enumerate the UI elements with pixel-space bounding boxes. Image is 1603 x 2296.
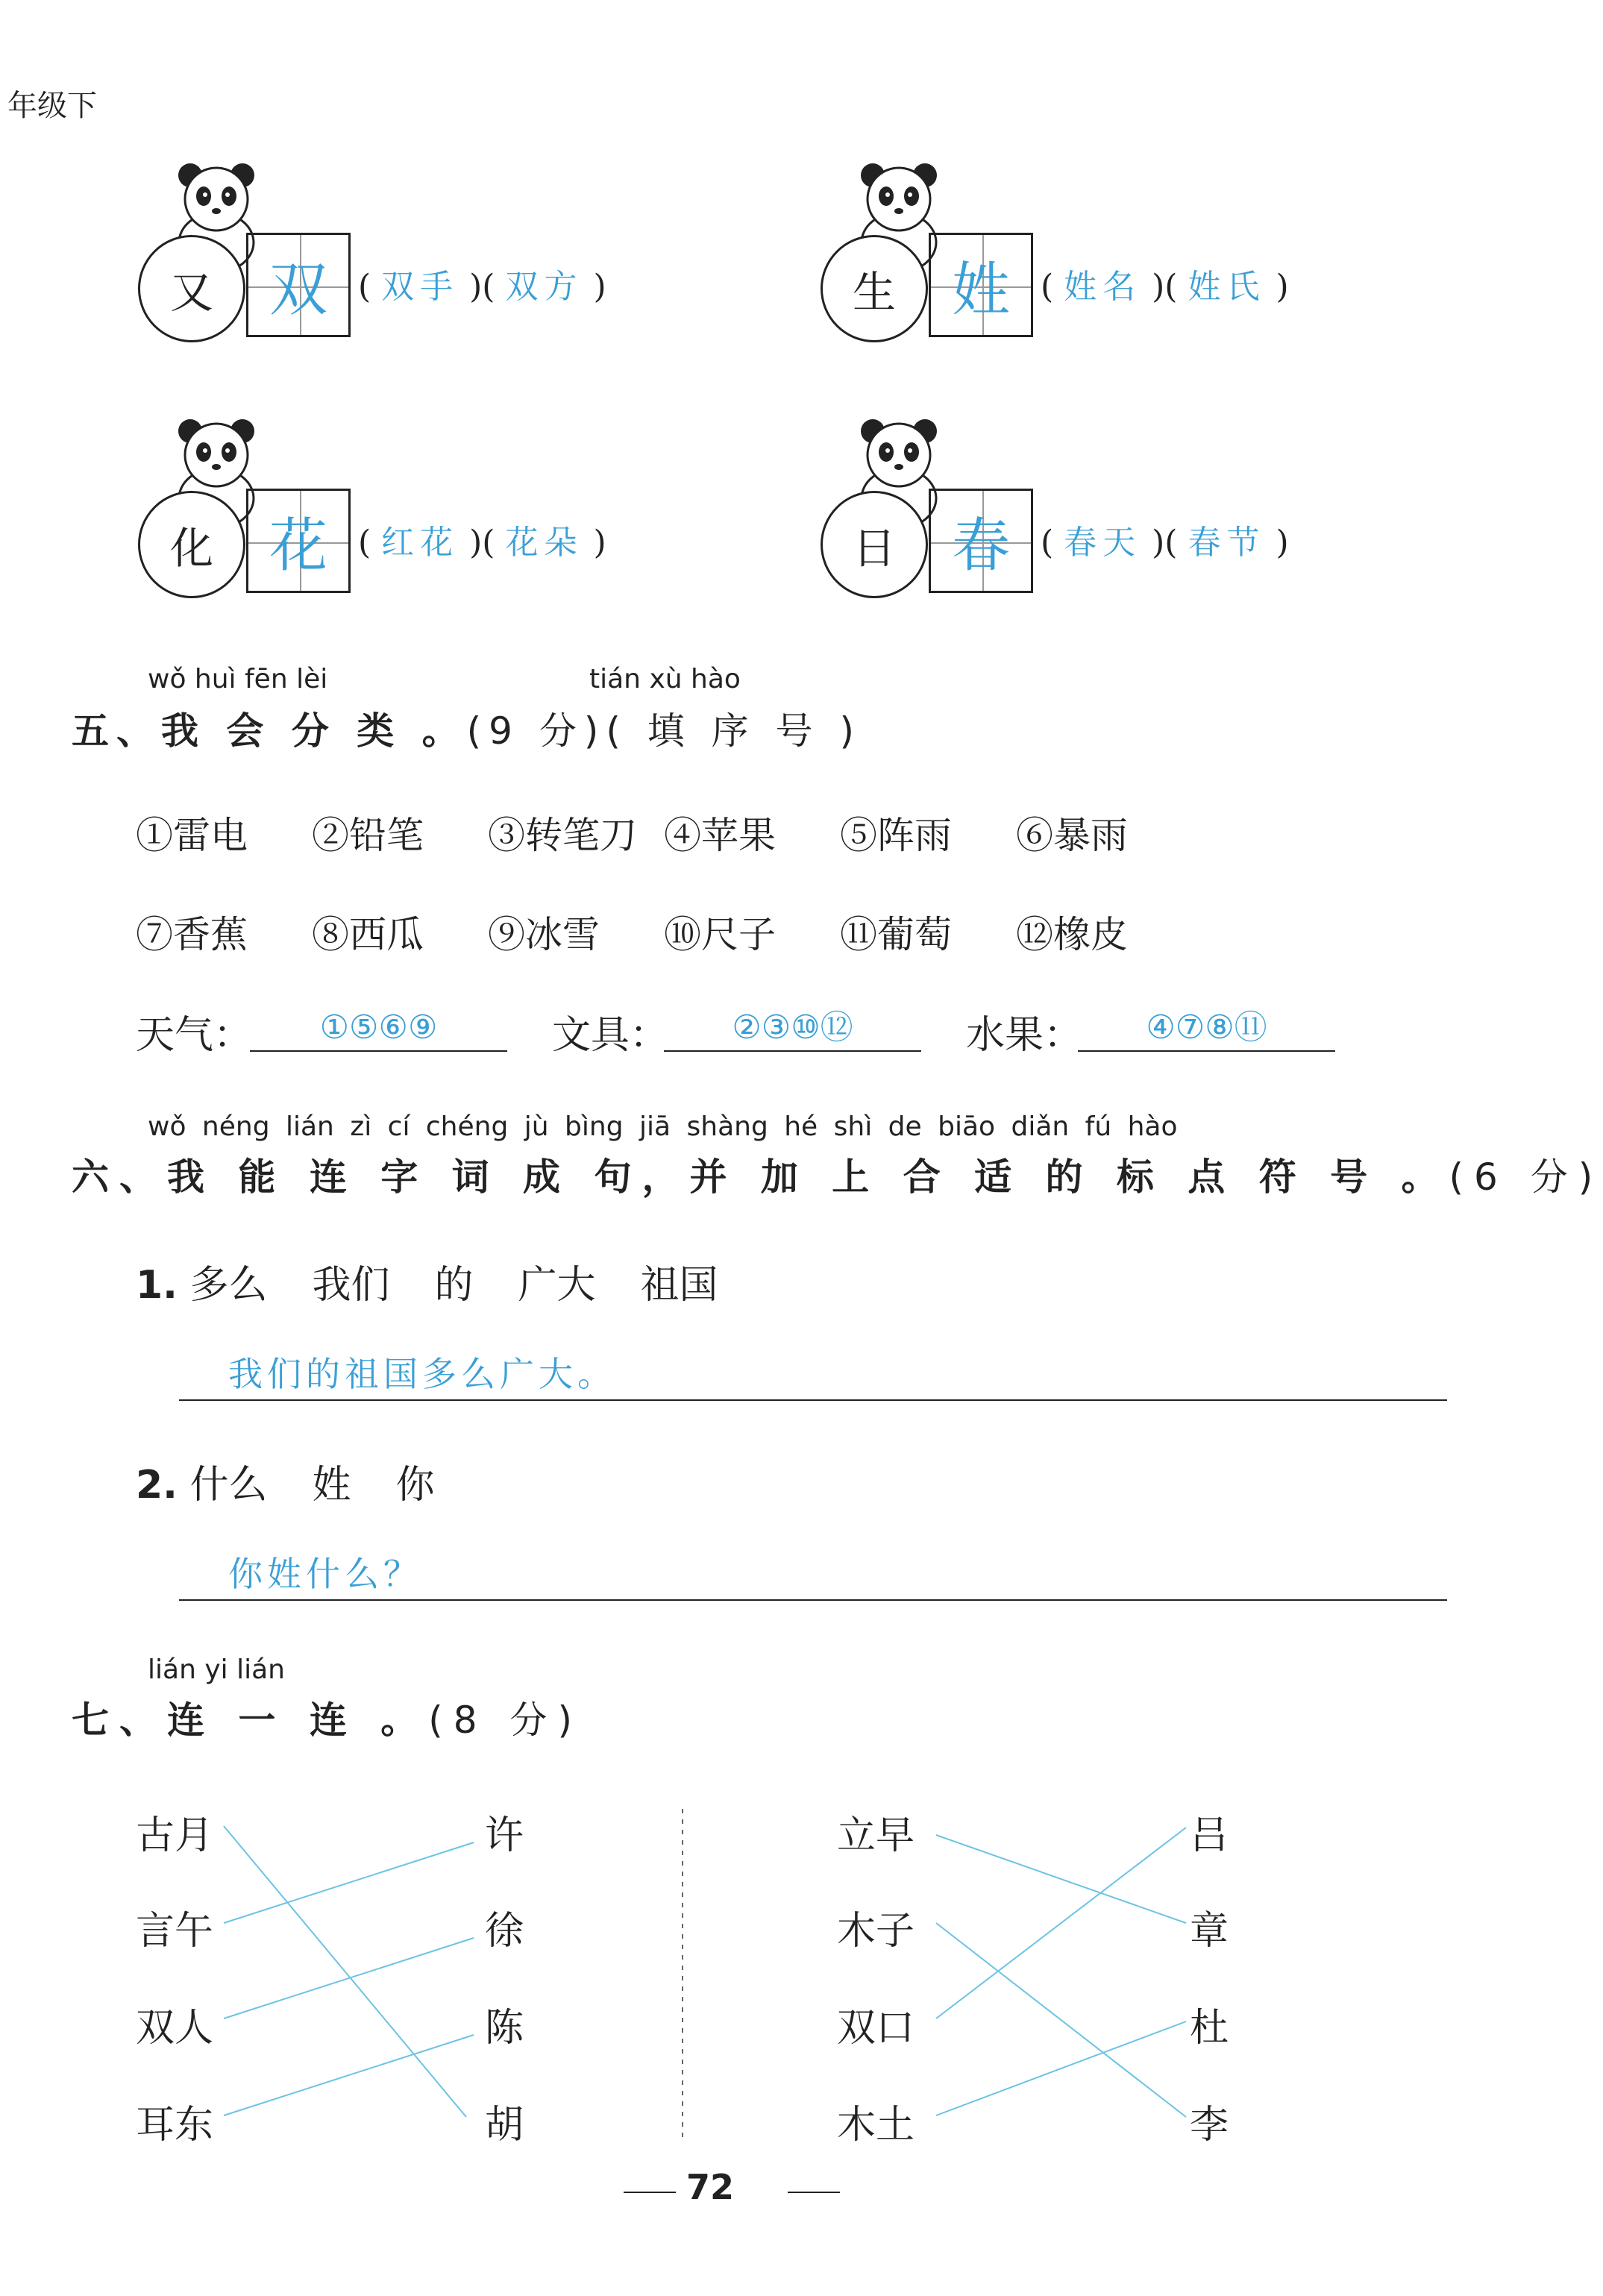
item: ⑤阵雨 [840, 814, 952, 857]
match-line [936, 1835, 1186, 1923]
match-line [936, 1828, 1186, 2019]
word-answers: ( 姓名 )( 姓氏 ) [1041, 268, 1289, 306]
item: ④苹果 [664, 814, 776, 857]
item: ②铅笔 [312, 814, 424, 857]
section5-pinyin-note: tián xù hào [589, 664, 741, 694]
word-answer-1: 双手 [381, 268, 459, 306]
word-answers: ( 春天 )( 春节 ) [1041, 524, 1289, 562]
category-fruit-answer: ④⑦⑧⑪ [1078, 1006, 1335, 1052]
item: ①雷电 [136, 814, 248, 857]
right-char: 章 [1190, 1909, 1229, 1954]
base-char-circle: 日 [821, 491, 928, 598]
base-char-circle: 化 [138, 491, 245, 598]
question-2-number: 2. [136, 1463, 178, 1508]
word-answer-1: 姓名 [1064, 268, 1142, 306]
question-1-number: 1. [136, 1263, 178, 1308]
page-dash-right [788, 2192, 840, 2193]
item: ⑪葡萄 [840, 913, 952, 956]
item: ③转笔刀 [488, 814, 637, 857]
word-card: 什么 [189, 1463, 268, 1508]
word-card: 祖国 [640, 1263, 718, 1308]
category-fruit-label: 水果： [966, 1013, 1083, 1058]
right-part: 双口 [837, 2006, 915, 2051]
item: ⑦香蕉 [136, 913, 248, 956]
word-answer-2: 双方 [505, 268, 583, 306]
match-line [224, 1938, 474, 2019]
right-char: 李 [1190, 2103, 1229, 2148]
right-part: 木土 [837, 2103, 915, 2148]
match-line [936, 2021, 1186, 2115]
page-number: 72 [686, 2167, 735, 2207]
page-dash-left [624, 2192, 676, 2193]
right-part: 立早 [837, 1813, 915, 1858]
section5-title: 五、我 会 分 类 。 [72, 709, 467, 753]
left-char: 陈 [485, 2006, 524, 2051]
left-char: 徐 [485, 1909, 524, 1954]
word-card: 多么 [189, 1263, 268, 1308]
section6-title: 六、我 能 连 字 词 成 句，并 加 上 合 适 的 标 点 符 号 。 [72, 1155, 1449, 1199]
item: ⑩尺子 [664, 913, 776, 956]
left-part: 古月 [136, 1813, 214, 1858]
word-card: 广大 [518, 1263, 596, 1308]
left-char: 胡 [485, 2103, 524, 2148]
item: ⑧西瓜 [312, 913, 424, 956]
match-line [224, 1826, 466, 2117]
match-line [936, 1923, 1186, 2117]
category-weather-label: 天气： [136, 1013, 253, 1058]
section5-note: ( 填 序 号 ) [606, 709, 862, 753]
base-char-circle: 生 [821, 235, 928, 342]
category-stationery-label: 文具： [552, 1013, 669, 1058]
left-part: 双人 [136, 2006, 214, 2051]
word-answer-2: 姓氏 [1188, 268, 1266, 306]
section5-score: (9 分) [466, 709, 606, 753]
match-line [224, 2035, 474, 2115]
left-part: 言午 [136, 1909, 214, 1954]
category-stationery-answer: ②③⑩⑫ [664, 1006, 921, 1052]
question-1-answer-line: 我们的祖国多么广大。 [179, 1347, 1447, 1401]
section6-score: (6 分) [1449, 1155, 1603, 1199]
word-card: 姓 [312, 1463, 351, 1508]
item: ⑨冰雪 [488, 913, 600, 956]
match-line [224, 1842, 474, 1923]
category-weather-answer: ①⑤⑥⑨ [250, 1006, 507, 1052]
right-char: 吕 [1190, 1813, 1229, 1858]
left-part: 耳东 [136, 2103, 214, 2148]
word-card: 我们 [312, 1263, 390, 1308]
right-char: 杜 [1190, 2006, 1229, 2051]
word-card: 的 [434, 1263, 474, 1308]
word-answer-2: 花朵 [505, 524, 583, 562]
section5-pinyin: wǒ huì fēn lèi [148, 664, 328, 694]
word-answers: ( 双手 )( 双方 ) [358, 268, 606, 306]
answer-char-box: 春 [929, 489, 1033, 593]
question-2-answer-line: 你姓什么？ [179, 1547, 1447, 1601]
word-answer-1: 春天 [1064, 524, 1142, 562]
answer-char-box: 花 [246, 489, 351, 593]
base-char-circle: 又 [138, 235, 245, 342]
item: ⑫橡皮 [1016, 913, 1128, 956]
word-answer-1: 红花 [381, 524, 459, 562]
section7-title: 七、连 一 连 。 [72, 1699, 429, 1742]
answer-char-box: 姓 [929, 233, 1033, 337]
word-answers: ( 红花 )( 花朵 ) [358, 524, 606, 562]
word-card: 你 [395, 1463, 435, 1508]
section6-pinyin: wǒ néng lián zì cí chéng jù bìng jiā shàng hé shì de biāo diǎn fú hào [148, 1111, 1178, 1142]
left-char: 许 [485, 1813, 524, 1858]
word-answer-2: 春节 [1188, 524, 1266, 562]
section7-pinyin: lián yi lián [148, 1654, 285, 1685]
grade-label: 年级下 [7, 89, 97, 123]
right-part: 木子 [837, 1909, 915, 1954]
answer-char-box: 双 [246, 233, 351, 337]
section7-score: (8 分) [428, 1699, 583, 1742]
item: ⑥暴雨 [1016, 814, 1128, 857]
